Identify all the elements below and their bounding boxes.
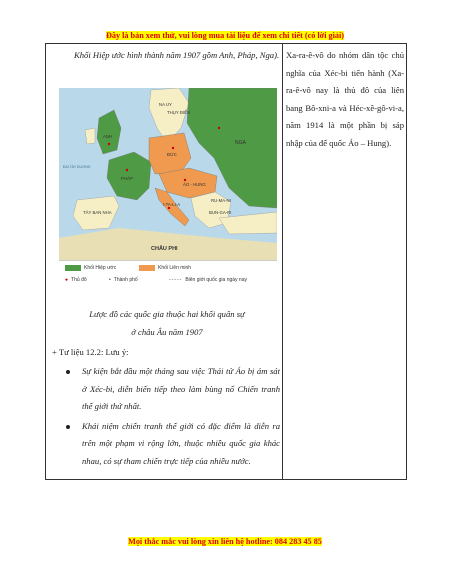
preview-banner: Đây là bản xem thử, vui lòng mua tài liệu để xem chi tiết (có lời giải) xyxy=(105,31,344,40)
legend-hiep-uoc: Khối Hiệp ước xyxy=(65,265,116,271)
hotline-banner: Mọi thắc mắc vui lòng xin liên hệ hotline: 084 283 45 85 xyxy=(128,537,322,546)
label-tay-ban-nha: TÂY BAN NHA xyxy=(83,210,112,215)
border-dash-icon: ----- xyxy=(169,277,183,283)
capital-marker xyxy=(218,127,220,129)
legend-thu-do: ● Thủ đô xyxy=(65,277,87,283)
legend-thanh-pho: • Thành phố xyxy=(109,277,138,283)
europe-map xyxy=(59,88,277,260)
legend-lien-minh: Khối Liên minh xyxy=(139,265,191,271)
capital-marker xyxy=(126,169,128,171)
label-thuy-dien: THỤY ĐIỂN xyxy=(167,110,191,115)
label-italia: I-TA-LI-A xyxy=(163,202,181,207)
capital-dot-icon: ● xyxy=(65,277,69,283)
capital-marker xyxy=(172,147,174,149)
map-legend xyxy=(59,260,277,297)
right-column-text: Xa-ra-ê-vô do nhóm dân tộc chủ nghĩa của Xéc-bi tiến hành (Xa-ra-ê-vô nay là thủ đô của liên bang Bô-xni-a và Héc-xê-gô-vi-a, năm 1914 là một phần bị sáp nhập của đế quốc Áo – Hung). xyxy=(286,50,404,148)
source-label: + Tư liệu 12.2: Lưu ý: xyxy=(52,347,129,357)
map-caption: Lược đồ các quốc gia thuộc hai khối quân sự ở châu Âu năm 1907 xyxy=(89,309,245,337)
capital-marker xyxy=(184,179,186,181)
legend-bien-gioi: ----- Biên giới quốc gia ngày nay xyxy=(169,277,247,283)
city-dot-icon: • xyxy=(109,277,111,283)
label-ocean: ĐẠI TÂY DƯƠNG xyxy=(63,165,91,169)
label-bun-ga-ri: BUN-GA-RI xyxy=(209,210,232,215)
label-phap: PHÁP xyxy=(121,176,133,181)
label-ru-ma-ni: RU-MA-NI xyxy=(211,198,231,203)
column-divider xyxy=(282,44,283,479)
list-item: Khái niệm chiến tranh thế giới có đặc điểm là diễn ra trên một phạm vi rộng lớn, thuộc nhiều quốc gia khác nhau, có sự tham chiến trực tiếp của nhiều nước. xyxy=(58,418,280,471)
capital-marker xyxy=(108,143,110,145)
swatch-lien-minh xyxy=(139,265,155,271)
capital-marker xyxy=(168,207,170,209)
intro-text: Khối Hiệp ước hình thành năm 1907 gồm Anh, Pháp, Nga). xyxy=(74,50,280,60)
bullet-icon xyxy=(66,425,70,429)
label-nga: NGA xyxy=(235,140,246,146)
label-duc: ĐỨC xyxy=(167,152,177,157)
label-chau-phi: CHÂU PHI xyxy=(151,246,178,252)
label-anh: ANH xyxy=(103,134,113,139)
list-item: Sự kiện bắt đầu một tháng sau việc Thái tử Áo bị ám sát ở Xéc-bi, diễn biến tiếp theo làm bùng nổ Chiến tranh thế giới thứ nhất. xyxy=(58,363,280,416)
ireland-region xyxy=(85,128,95,144)
bullet-list xyxy=(58,363,280,473)
bullet-icon xyxy=(66,370,70,374)
label-na-uy: NA UY xyxy=(159,102,172,107)
content-table xyxy=(45,43,407,480)
swatch-hiep-uoc xyxy=(65,265,81,271)
label-ao-hung: ÁO - HUNG xyxy=(183,182,206,187)
